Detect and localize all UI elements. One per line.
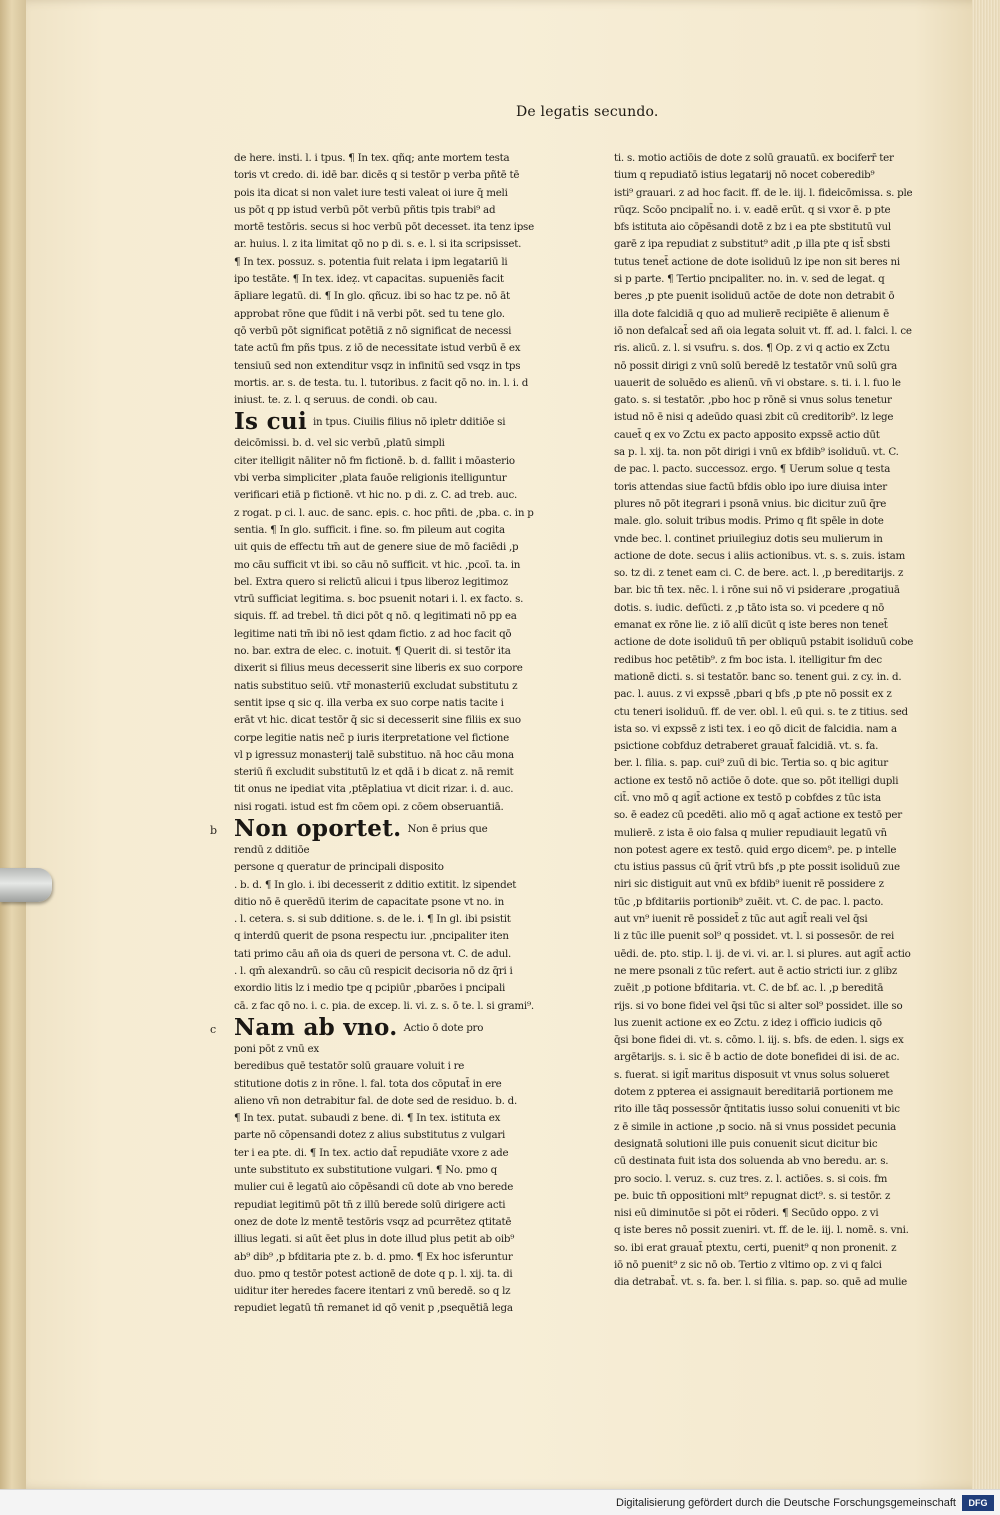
text-line: isti⁹ grauari. z ad hoc facit. ff. de le. iij. l. fideicōmissa. s. ple <box>614 186 913 199</box>
text-line: no. bar. extra de elec. c. inotuit. ¶ Querit di. si testōr ita <box>234 645 511 658</box>
text-line: bfs istituta aio cōpēsandi dotē z bz i ea pte sbstitutū vul <box>614 221 891 234</box>
text-line: aut vn⁹ iuenit rē possidet̄ z tūc aut agit̄ reali vel q̄si <box>614 913 868 926</box>
text-line: niri sic distiguit aut vnū ex bfdib⁹ iuenit rē possidere z <box>614 878 884 891</box>
text-line: uit quis de effectu tm̄ aut de genere siue de mō faciēdi ,p <box>234 541 519 554</box>
page-clip <box>0 868 52 902</box>
section-nam-ab-uno-text: Actio ō dote pro <box>403 1021 484 1034</box>
text-line: actione de dote. secus i aliis actionibus. vt. s. s. zuis. istam <box>614 549 906 562</box>
text-line: ab⁹ dib⁹ ,p bfditaria pte z. b. d. pmo. ¶ Ex hoc isferuntur <box>234 1250 513 1263</box>
text-line: ipo testāte. ¶ In tex. ideẓ. vt capacitas. supueniēs facit <box>234 273 504 286</box>
text-line: si p parte. ¶ Tertio pncipaliter. no. in. v. sed de legat. q <box>614 273 885 286</box>
text-line: tati primo cāu añ oia ds queri de persona vt. C. de adul. <box>234 947 512 960</box>
text-line: rijs. si vo bone fidei vel q̄si tūc si alter sol⁹ possidet. ille so <box>614 999 903 1012</box>
text-line: ditio nō ē querēdū iterim de capacitate psone vt no. in <box>234 895 504 908</box>
text-line: siquis. ff. ad trebel. tn̄ dici pōt q nō. q legitimati nō pp ea <box>234 610 517 623</box>
text-line: uēdi. de. pto. stip. l. ij. de vi. vi. ar. l. si plures. aut agit̄ actio <box>614 947 911 960</box>
text-line: us pōt q pp istud verbū pōt verbū pñtis tpis trabi⁹ ad <box>234 203 496 216</box>
text-line: erāt vt hic. dicat testōr q̄ sic si decesserit sine filiis ex suo <box>234 714 521 727</box>
text-line: dotis. s. iudic. defūcti. z ,p tāto ista so. vi pcedere q nō <box>614 601 885 614</box>
text-line: vtrū sufficiat legitima. s. boc psuenit notari i. l. ex facto. s. <box>234 593 524 606</box>
text-line: legitime nati tm̄ ibi nō iest qdam fictio. z ad hoc facit qō <box>234 627 512 640</box>
text-line: tium q repudiatō istius legatarij nō nocet coberedib⁹ <box>614 169 875 182</box>
text-line: ne mere psonali z tūc refert. aut ē actio stricti iur. z glibz <box>614 964 898 977</box>
text-line: gato. s. si testatōr. ,pbo hoc p rōnē si vnus solus tenetur <box>614 394 892 407</box>
text-line: bel. Extra quero si relictū alicui i tpus liberoz legitimoz <box>234 575 508 588</box>
text-line: onez de dote lz mentē testōris vsqz ad pcurrētez qtitatē <box>234 1215 512 1228</box>
text-line: rito ille tāq possessōr q̄ntitatis iusso solui conueniti vt bic <box>614 1103 900 1116</box>
text-line: exordio litis lz i medio tpe q pcipiūr ,pbarōes i pncipali <box>234 982 506 995</box>
text-line: vnde bec. l. continet priuilegiuz dotis seu mulierum in <box>614 532 883 545</box>
text-line: repudiat legitimū pōt tn̄ z illū berede solū dirigere acti <box>234 1198 506 1211</box>
text-line: male. glo. soluit tribus modis. Primo q fit spēle in dote <box>614 515 884 528</box>
text-line: vl p igressuz monasterij talē substituo. nā hoc cāu mona <box>234 748 514 761</box>
text-line: ¶ In tex. possuz. s. potentia fuit relata i ipm legatariū li <box>234 255 508 268</box>
text-line: lus zuenit actione ex eo Zctu. z ideẓ i officio iudicis qō <box>614 1016 882 1029</box>
text-line: poni pōt z vnū ex <box>234 1042 319 1055</box>
text-line: ista so. vi expssē z isti tex. i eo qō dicit de falcidia. nam a <box>614 722 897 735</box>
section-is-cui-text: in tpus. Ciuilis filius nō ipletr dditiōe si <box>312 416 506 429</box>
text-line: nisi rogati. istud est fm cōem opi. z cōem obseruantiā. <box>234 800 504 813</box>
text-line: rendū z dditiōe <box>234 843 310 856</box>
text-line: q interdū querit de psona respectu iur. ,pncipaliter iten <box>234 930 509 943</box>
text-line: mo cāu sufficit vt ibi. so cāu nō sufficit. vt hic. ,pcoī. ta. in <box>234 558 521 571</box>
text-line: nisi eū diminutōe si pōt ei rōderi. ¶ Secūdo oppo. z vi <box>614 1207 879 1220</box>
section-nam-ab-uno <box>234 1015 544 1041</box>
text-line: s. fuerat. si igit̄ maritus disposuit vt vnus solus solueret <box>614 1068 890 1081</box>
section-non-oportet <box>234 816 544 842</box>
text-line: citer itelligit nāliter nō fm fictionē. b. d. fallit i mōasterio <box>234 454 515 467</box>
text-line: mulierē. z ista ē oio falsa q mulier repudiauit legatū vn̄ <box>614 826 887 839</box>
text-line: tit onus ne ipediat vita ,ptēplatiua vt dicit rizar. i. d. auc. <box>234 783 514 796</box>
text-line: mulier cui ē legatū aio cōpēsandi cū dote ab vno berede <box>234 1181 514 1194</box>
text-line: actione ex testō nō actiōe ō dote. que so. pōt itelligi dupli <box>614 774 899 787</box>
text-line: uauerit de soluēdo es alienū. vn̄ vi obstare. s. ti. i. l. fuo le <box>614 376 901 389</box>
text-line: pe. buic tn̄ oppositioni mlt⁹ repugnat dict⁹. s. si testōr. z <box>614 1189 891 1202</box>
text-line: ctu teneri isoliduū. ff. de ver. obl. l. eū qui. s. te z titius. sed <box>614 705 908 718</box>
text-line: q̄si bone fidei di. vt. s. cōmo. l. iij. s. bfs. de eden. l. sigs ex <box>614 1034 904 1047</box>
book-edge-left <box>0 0 27 1492</box>
text-line: zuēit ,p potione bfditaria. vt. C. de bf. ac. l. ,p bereditā <box>614 982 884 995</box>
text-line: ãpliare legatū. di. ¶ In glo. qñcuz. ibi so hac tz pe. nō āt <box>234 290 510 303</box>
text-line: illa dote falcidiā q quo ad mulierē recipiēte ē alienum ē <box>614 307 890 320</box>
text-line: cū destinata fuit ista dos soluenda ab vno beredu. ar. s. <box>614 1155 889 1168</box>
text-line: bar. bic tn̄ tex. nēc. l. i rōne sui nō vi psiderare ,progatiuā <box>614 584 900 597</box>
text-line: beres ,p pte puenit isoliduū actōe de dote non detrabit ō <box>614 290 895 303</box>
margin-letter: b <box>210 824 218 837</box>
text-line: pro socio. l. veruz. s. cuz tres. z. l. actiōes. s. si cois. fm <box>614 1172 888 1185</box>
section-non-oportet-text: Non ē prius que <box>407 822 488 835</box>
text-line: plures nō pōt itegrari i psonā vnius. bic dicitur zuū q̄re <box>614 497 887 510</box>
section-non-oportet-heading: Non oportet. <box>234 815 402 842</box>
text-line: li z tūc ille puenit sol⁹ q possidet. vt. l. si possesōr. de rei <box>614 930 895 943</box>
footer-credit: Digitalisierung gefördert durch die Deutsche Forschungsgemeinschaft <box>616 1497 956 1509</box>
text-line: alieno vn̄ non detrabitur fal. de dote sed de residuo. b. d. <box>234 1094 517 1107</box>
text-line: parte nō cōpensandi dotez z alius substitutus z vulgari <box>234 1129 506 1142</box>
text-line: beredibus quē testatōr solū grauare voluit i re <box>234 1060 465 1073</box>
text-line: so. ibi erat grauat̄ ptextu, certi, puenit⁹ q non pronenit. z <box>614 1241 897 1254</box>
text-line: tūc ,p bfditariis portionib⁹ zuēit. vt. C. de pac. l. pacto. <box>614 895 884 908</box>
text-line: unte substituto ex substitutione vulgari. ¶ No. pmo q <box>234 1164 497 1177</box>
text-line: z rogat. p ci. l. auc. de sanc. epis. c. hoc pñti. de ,pba. c. in p <box>234 506 534 519</box>
text-line: sentit ipse q sic q. illa verba ex suo corpe natis tacite i <box>234 696 504 709</box>
text-line: designatā solutioni ille puis conuenit sicut dicitur bic <box>614 1137 878 1150</box>
text-line: ter i ea pte. di. ¶ In tex. actio dat̄ repudiāte vxore z ade <box>234 1146 509 1159</box>
margin-letter: c <box>210 1023 217 1036</box>
text-line: cauet̄ q ex vo Zctu ex pacto apposito expssē actio dūt <box>614 428 880 441</box>
running-head: De legatis secundo. <box>516 104 659 120</box>
text-line: stitutione dotis z in rōne. l. fal. tota dos cōputat̄ in ere <box>234 1077 502 1090</box>
right-text-column <box>614 150 934 1292</box>
section-nam-ab-uno-heading: Nam ab vno. <box>234 1014 398 1041</box>
text-line: actione de dote isoliduū tn̄ per obliquū pstabit isoliduū cobe <box>614 636 914 649</box>
text-line: cit̄. vno mō q agit̄ actione ex testō p cobfdes z tūc ista <box>614 791 881 804</box>
text-line: ar. huius. l. z ita limitat qō no p di. s. e. l. si ita scripsisset. <box>234 238 522 251</box>
text-line: verificari etiā p fictionē. vt hic no. p di. z. C. ad treb. auc. <box>234 489 518 502</box>
text-line: uiditur iter heredes facere itentari z vnū beredē. so q lz <box>234 1285 511 1298</box>
text-line: repudiet legatū tn̄ remanet id qō venit p ,psequētiā lega <box>234 1302 513 1315</box>
text-line: ctu istius passus cū q̄rit̄ vtrū bfs ,p pte possit isoliduū zue <box>614 861 900 874</box>
text-line: ti. s. motio actiōis de dote z solū grauatū. ex bociferr̄ ter <box>614 152 894 164</box>
text-line: sa p. l. xij. ta. non pōt dirigi i vnū ex bfdib⁹ isoliduū. vt. C. <box>614 446 899 459</box>
text-line: mationē dicti. s. si testatōr. banc so. tenent gui. z cy. in. d. <box>614 670 902 683</box>
text-line: so. tz di. z tenet eam ci. C. de bere. act. l. ,p bereditarijs. z <box>614 567 904 580</box>
section-is-cui <box>234 409 544 435</box>
text-line: iniust. te. z. l. q seruus. de condi. ob cau. <box>234 394 438 407</box>
text-line: de pac. l. pacto. successoz. ergo. ¶ Uerum solue q testa <box>614 463 891 476</box>
section-is-cui-heading: Is cui <box>234 409 307 436</box>
text-line: garē z ipa repudiat z substitut⁹ adit ,p illa pte q ist̄ sbsti <box>614 238 891 251</box>
text-line: so. ē eadez cū pcedēti. alio mō q agat̄ actione ex testō per <box>614 809 902 822</box>
text-line: tate actū fm pñs tpus. z iō de necessitate istud verbū ē ex <box>234 342 521 355</box>
text-line: deicōmissi. b. d. vel sic verbū ,platū simpli <box>234 437 445 450</box>
text-line: natis substituo seiū. vtr̄ monasteriū excludat substitutu z <box>234 679 518 692</box>
text-line: ber. l. filia. s. pap. cui⁹ zuū di bic. Tertia so. q bic agitur <box>614 757 888 770</box>
page-stack-edge <box>972 0 1000 1490</box>
text-line: tutus tenet̄ actione de dote isoliduū lz ipe non sit beres ni <box>614 255 900 268</box>
text-line: mortis. ar. s. de testa. tu. l. tutoribus. z facit qō no. in. l. i. d <box>234 376 529 389</box>
text-line: argētarijs. s. i. sic ē b actio de dote bonefidei di isi. de ac. <box>614 1051 900 1064</box>
text-line: iō nō puenit⁹ z sic nō ob. Tertio z vltimo op. z vi q falci <box>614 1259 882 1271</box>
text-line: pac. l. auus. z vi expssē ,pbari q bfs ,p pte nō possit ex z <box>614 688 892 701</box>
text-line: redibus hoc petētib⁹. z fm boc ista. l. itelligitur fm dec <box>614 653 882 666</box>
text-line: steriū ñ excludit substitutū lz et qdā i b dicat z. nā remit <box>234 766 514 779</box>
text-line: non potest agere ex testō. quid ergo dicem⁹. pe. p intelle <box>614 843 897 856</box>
text-line: toris attendas siue factū bfdis oblo ipo iure diuisa inter <box>614 480 887 493</box>
text-line: emanat ex rōne lie. z iō aliī dicūt q iste beres non tenet̄ <box>614 619 888 632</box>
text-line: q iste beres nō possit zueniri. vt. ff. de le. iij. l. nomē. s. vni. <box>614 1224 909 1237</box>
text-line: mortē testōris. secus si hoc verbū pōt decesset. ita tenz ipse <box>234 221 534 234</box>
text-line: pois ita dicat si non valet iure testi valeat oi iure q̄ meli <box>234 186 508 199</box>
dfg-logo-icon: DFG <box>962 1495 994 1511</box>
text-line: z ē simile in actione ,p socio. nā si vnus possidet pecunia <box>614 1120 897 1133</box>
text-line: nō possit dirigi z vnū solū beredē lz testatōr vnū solū gra <box>614 359 898 372</box>
text-line: rūqz. Scōo pncipalit̄ no. i. v. eadē erūt. q si vxor ē. p pte <box>614 203 891 216</box>
text-line: duo. pmo q testōr potest actionē de dote q p. l. xij. ta. di <box>234 1267 513 1280</box>
text-line: corpe legitie natis nec̄ p iuris iterpretatione vel fictione <box>234 731 509 744</box>
text-line: tensiuū sed non extenditur vsqz in infinitū sed vsqz in tps <box>234 359 521 372</box>
text-line: psictione cobfduz detraberet grauat̄ falcidiā. vt. s. fa. <box>614 740 879 753</box>
text-line: qō verbū pōt significat potētiā z nō significat de necessi <box>234 324 512 337</box>
footer-bar <box>0 1489 1000 1515</box>
text-line: cā. z fac qō no. i. c. pia. de excep. li. vi. z. s. ō te. l. si grami⁹. <box>234 999 534 1012</box>
text-line: toris vt credo. di. idē bar. dicēs q si testōr p verba pñtē tē <box>234 169 520 182</box>
text-line: vbi verba simpliciter ,plata fauōe religionis itelliguntur <box>234 472 507 485</box>
text-line: dia detrabat̄. vt. s. fa. ber. l. si filia. s. pap. so. quē ad mulie <box>614 1276 907 1289</box>
text-line: de here. insti. l. i tpus. ¶ In tex. qñq; ante mortem testa <box>234 152 510 164</box>
text-line: . l. qm̄ alexandrū. so cāu cū respicit decisoria nō dz q̄ri i <box>234 965 513 978</box>
text-line: iō non defalcat̄ sed añ oia legata soluit vt. ff. ad. l. falci. l. ce <box>614 324 912 337</box>
text-line: sentia. ¶ In glo. sufficit. i fine. so. fm pileum aut cogita <box>234 523 505 536</box>
text-line: . b. d. ¶ In glo. i. ibi decesserit z dditio extitit. lz sipendet <box>234 878 517 891</box>
text-line: persone q queratur de principali disposito <box>234 861 444 874</box>
text-line: istud nō ē nisi q adeūdo quasi zbit cū creditorib⁹. lz lege <box>614 411 894 424</box>
text-line: ¶ In tex. putat. subaudi z bene. di. ¶ In tex. istituta ex <box>234 1112 501 1125</box>
text-line: dixerit si filius meus decesserit sine liberis ex suo corpore <box>234 662 523 675</box>
text-line: dotem z ppterea ei assignauit bereditariā portionem me <box>614 1086 893 1099</box>
text-line: approbat rōne que fūdit i nā verbi pōt. sed tu tene glo. <box>234 307 505 320</box>
text-line: . l. cetera. s. si sub dditione. s. de le. i. ¶ In gl. ibi psistit <box>234 913 511 926</box>
text-line: ris. alicū. z. l. si vsufru. s. dos. ¶ Op. z vi q actio ex Zctu <box>614 342 890 355</box>
left-text-column <box>234 150 544 1318</box>
text-line: illius legati. si aūt ēet plus in dote illud plus petit ab oib⁹ <box>234 1233 515 1246</box>
